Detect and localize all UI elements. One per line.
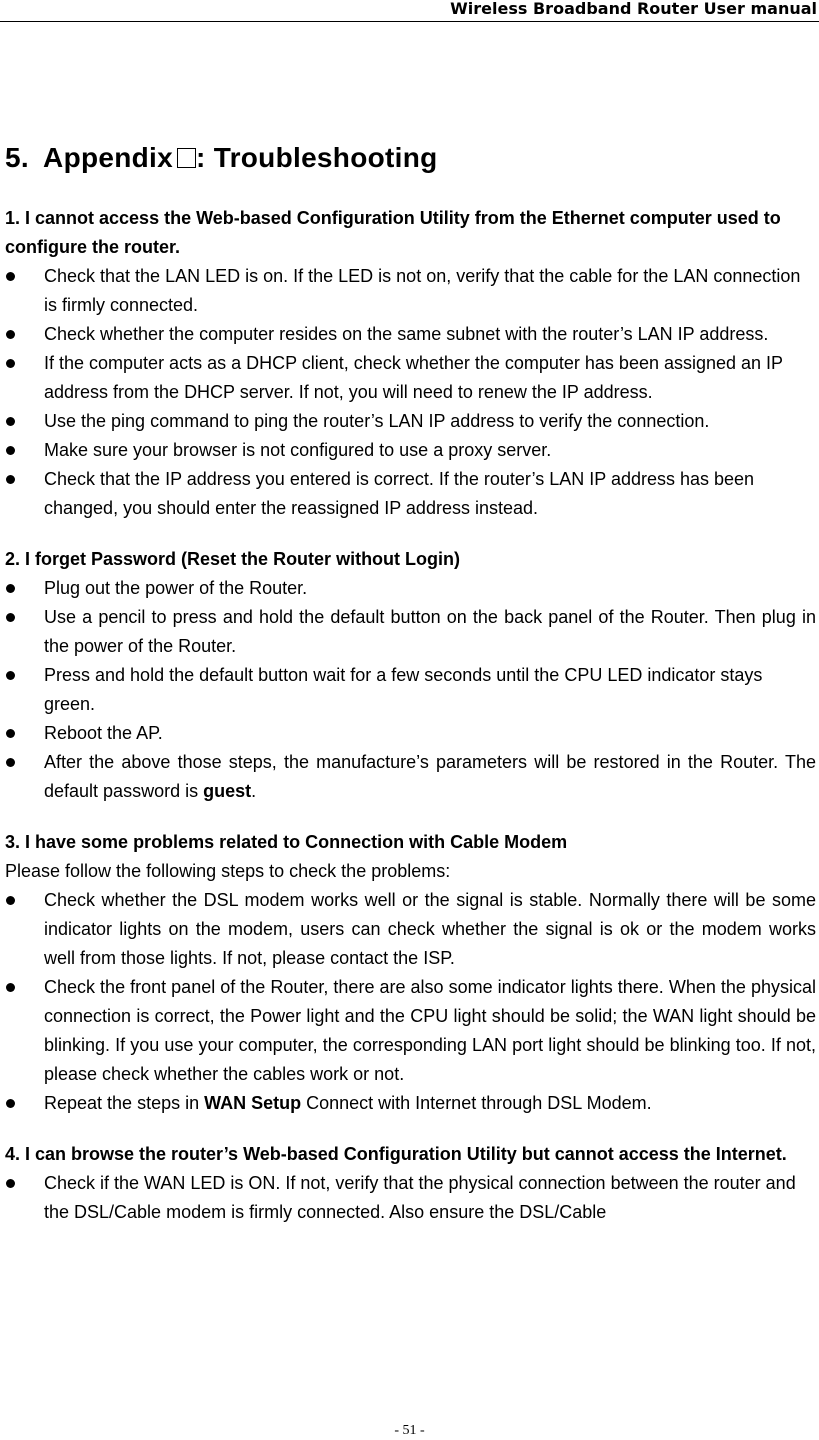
bullet-icon <box>6 758 15 767</box>
section-cable-modem <box>5 828 816 1118</box>
appendix-number: 5. <box>5 142 29 173</box>
section-title: 4. I can browse the router’s Web-based Configuration Utility but cannot access the Internet. <box>5 1144 787 1164</box>
bullet-icon <box>6 330 15 339</box>
default-password: guest <box>203 781 252 801</box>
list-item: Use a pencil to press and hold the default button on the back panel of the Router. Then plug in the power of the Router. <box>5 603 816 661</box>
appendix-suffix: : Troubleshooting <box>196 142 438 173</box>
missing-glyph-box-icon <box>177 148 196 168</box>
section-intro: Please follow the following steps to check the problems: <box>5 861 451 881</box>
list-item: Check whether the computer resides on the same subnet with the router’s LAN IP address. <box>5 320 816 349</box>
list-item: Use the ping command to ping the router’s LAN IP address to verify the connection. <box>5 407 816 436</box>
list-item: Plug out the power of the Router. <box>5 574 816 603</box>
section-no-internet <box>5 1140 816 1227</box>
bullet-icon <box>6 671 15 680</box>
list-item: Press and hold the default button wait for a few seconds until the CPU LED indicator stays green. <box>5 661 816 719</box>
document-body <box>5 130 816 1227</box>
list-item: Check if the WAN LED is ON. If not, verify that the physical connection between the router and the DSL/Cable modem is firmly connected. Also ensure the DSL/Cable <box>5 1169 816 1227</box>
bullet-icon <box>6 359 15 368</box>
list-item: Check that the IP address you entered is correct. If the router’s LAN IP address has been changed, you should enter the reassigned IP address instead. <box>5 465 816 523</box>
list-item: Check that the LAN LED is on. If the LED is not on, verify that the cable for the LAN connection is firmly connected. <box>5 262 816 320</box>
section-cannot-access-utility <box>5 204 816 523</box>
list-item: Reboot the AP. <box>5 719 816 748</box>
section-title: 2. I forget Password (Reset the Router without Login) <box>5 549 461 569</box>
bullet-icon <box>6 983 15 992</box>
bullet-icon <box>6 729 15 738</box>
bullet-icon <box>6 896 15 905</box>
list-item: Repeat the steps in WAN Setup Connect with Internet through DSL Modem. <box>5 1089 816 1118</box>
appendix-label: Appendix <box>43 142 174 173</box>
page-number: - 51 - <box>394 1423 425 1438</box>
section-title: 3. I have some problems related to Connection with Cable Modem <box>5 832 568 852</box>
bullet-icon <box>6 446 15 455</box>
bullet-icon <box>6 613 15 622</box>
bullet-list <box>5 886 816 1118</box>
bullet-icon <box>6 475 15 484</box>
bullet-list <box>5 262 816 523</box>
wan-setup-reference: WAN Setup <box>204 1093 302 1113</box>
bullet-icon <box>6 1099 15 1108</box>
bullet-icon <box>6 417 15 426</box>
list-item: If the computer acts as a DHCP client, check whether the computer has been assigned an IP address from the DHCP server. If not, you will need to renew the IP address. <box>5 349 816 407</box>
list-item: After the above those steps, the manufacture’s parameters will be restored in the Router. The default password is guest. <box>5 748 816 806</box>
page-header <box>0 0 819 22</box>
list-item: Check the front panel of the Router, there are also some indicator lights there. When the physical connection is correct, the Power light and the CPU light should be solid; the WAN light should be blinking. If you use your computer, the corresponding LAN port light should be blinking too. If not, please check whether the cables work or not. <box>5 973 816 1089</box>
bullet-list <box>5 1169 816 1227</box>
bullet-icon <box>6 584 15 593</box>
bullet-icon <box>6 272 15 281</box>
bullet-icon <box>6 1179 15 1188</box>
list-item: Make sure your browser is not configured to use a proxy server. <box>5 436 816 465</box>
manual-title: Wireless Broadband Router User manual <box>450 0 817 18</box>
list-item: Check whether the DSL modem works well or the signal is stable. Normally there will be some indicator lights on the modem, users can check whether the signal is ok or the modem works well from those lights. If not, please contact the ISP. <box>5 886 816 973</box>
bullet-list <box>5 574 816 806</box>
section-title: 1. I cannot access the Web-based Configuration Utility from the Ethernet computer used to configure the router. <box>5 208 781 257</box>
section-forget-password <box>5 545 816 806</box>
appendix-title <box>5 130 816 186</box>
